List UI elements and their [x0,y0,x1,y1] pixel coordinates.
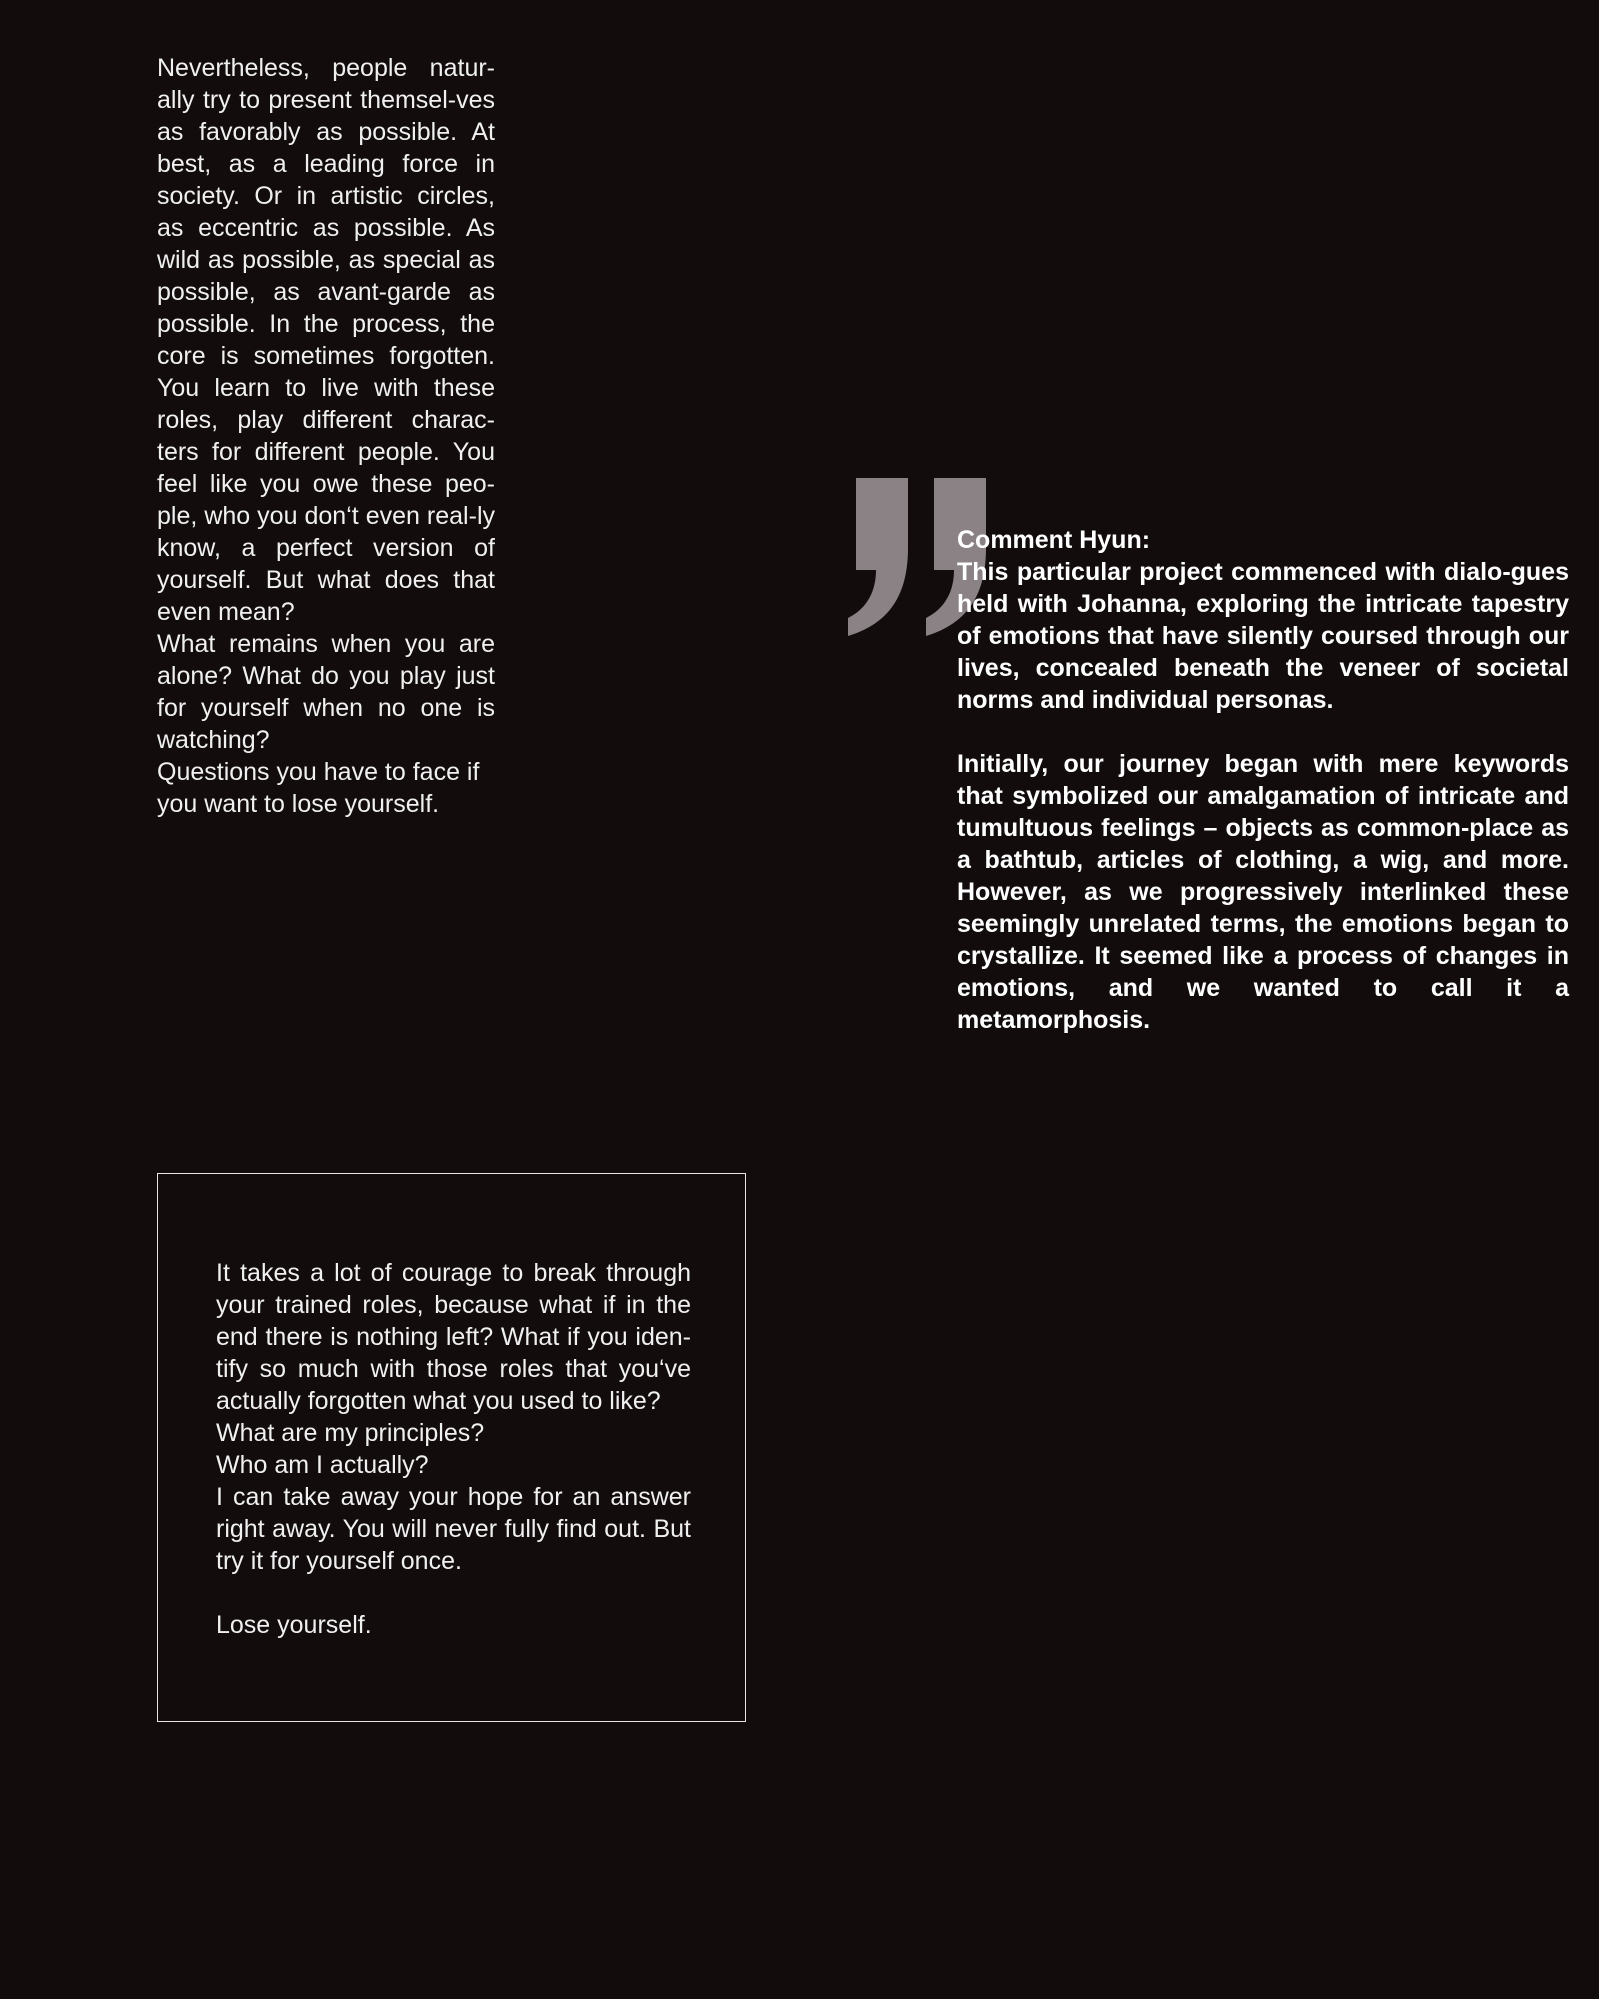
comment-paragraph-1: This particular project commenced with dialo-gues held with Johanna, exploring the intricate tapestry of emotions that have silently coursed through our lives, concealed beneath the veneer of societal norms and individual personas. [957,558,1569,714]
box-line-3: Who am I actually? [216,1451,429,1479]
left-text-column [157,52,495,820]
comment-heading: Comment Hyun: [957,526,1151,554]
left-paragraph-2: What remains when you are alone? What do you play just for yourself when no one is watching? [157,630,495,754]
left-paragraph-3: Questions you have to face if you want to lose yourself. [157,758,480,818]
framed-text-box [157,1173,746,1722]
box-line-2: What are my principles? [216,1419,485,1447]
paragraph-gap [216,1577,691,1609]
comment-block [957,524,1569,1036]
left-paragraph-1: Nevertheless, people natur-ally try to present themsel-ves as favorably as possible. At best, as a leading force in society. Or in artistic circles, as eccentric as possible. As wild as possible, as special as possible, as avant-garde as possible. In the process, the core is sometimes forgotten. You learn to live with these roles, play different charac-ters for different people. You feel like you owe these peo-ple, who you don‘t even real-ly know, a perfect version of yourself. But what does that even mean? [157,54,495,626]
comment-paragraph-2: Initially, our journey began with mere keywords that symbolized our amalgamation of intricate and tumultuous feelings – objects as common-place as a bathtub, articles of clothing, a wig, and more. However, as we progressively interlinked these seemingly unrelated terms, the emotions began to crystallize. It seemed like a process of changes in emotions, and we wanted to call it a metamorphosis. [957,750,1569,1034]
box-closing: Lose yourself. [216,1611,372,1639]
box-paragraph-1: It takes a lot of courage to break through your trained roles, because what if in the end there is nothing left? What if you iden-tify so much with those roles that you‘ve actually forgotten what you used to like? [216,1259,691,1415]
box-paragraph-4: I can take away your hope for an answer right away. You will never fully find out. But try it for yourself once. [216,1483,691,1575]
framed-text [216,1257,691,1641]
paragraph-gap [957,716,1569,748]
